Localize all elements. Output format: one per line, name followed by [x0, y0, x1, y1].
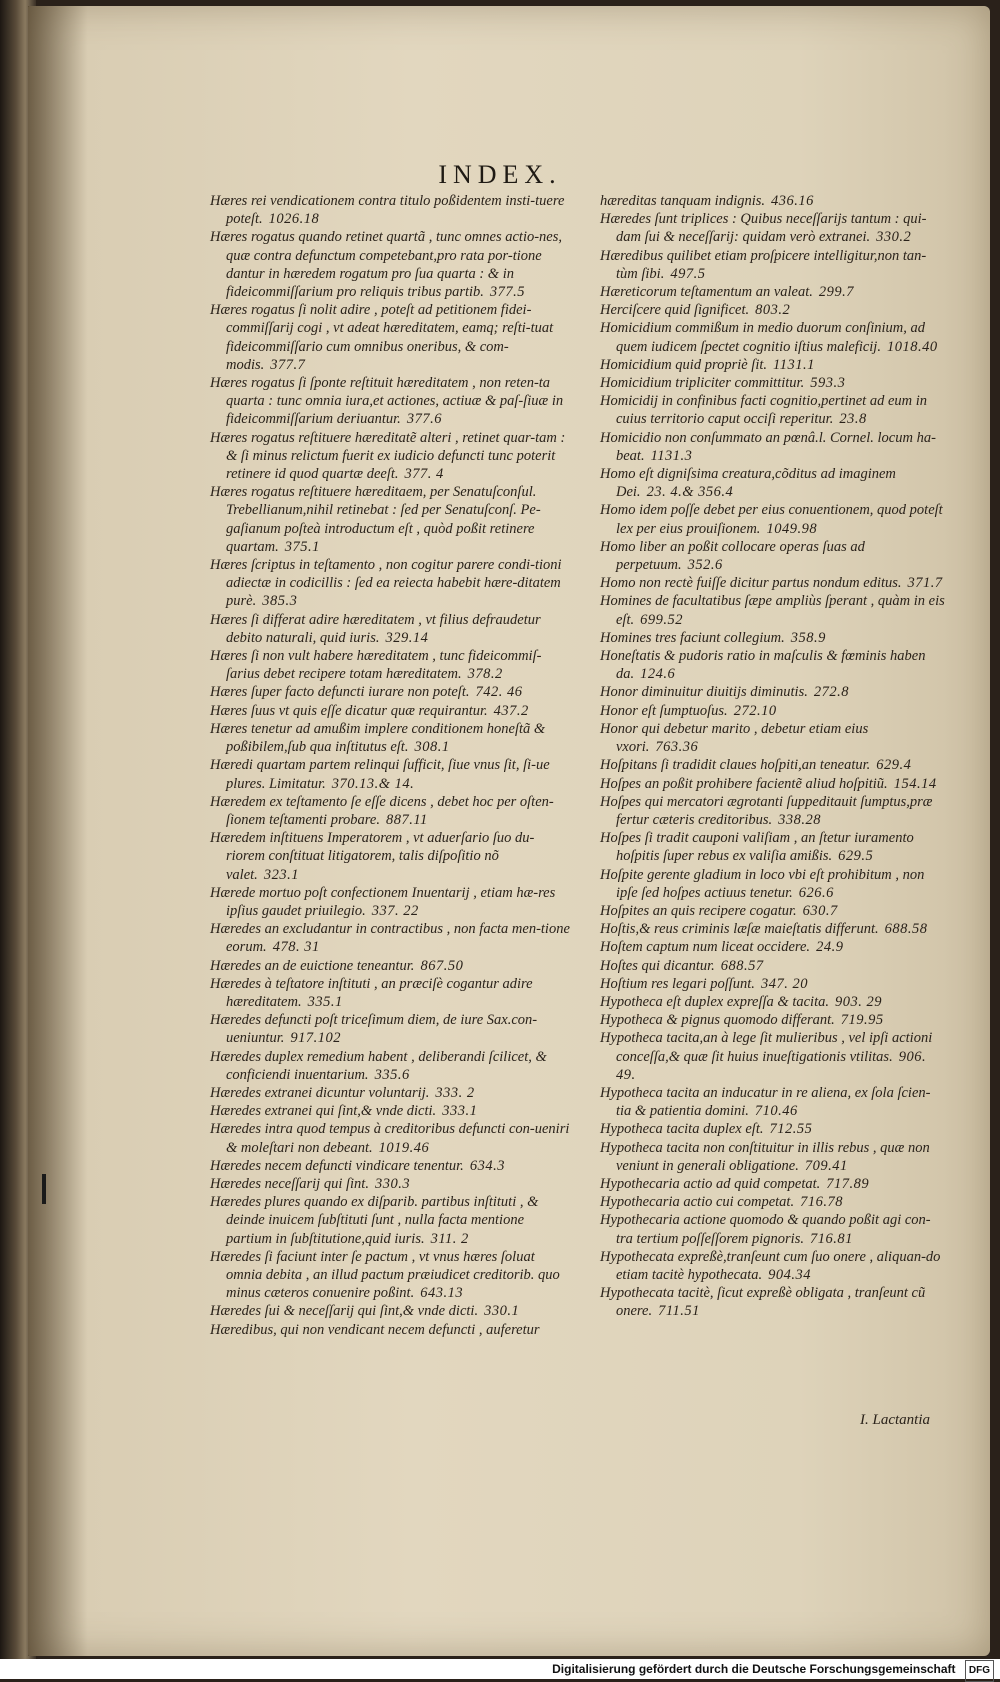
index-entry: [210, 1302, 570, 1320]
index-entry-reference: 385.3: [262, 593, 298, 610]
index-entry-reference: 335.1: [307, 993, 343, 1010]
index-entry-reference: 497.5: [670, 265, 706, 282]
index-entry-reference: 634.3: [469, 1157, 505, 1174]
index-entry-reference: 629.4: [876, 757, 912, 774]
index-entry: [210, 829, 570, 884]
index-entry-text: Hæredes extranei dicuntur voluntarij.: [210, 1084, 430, 1101]
index-entry: [600, 902, 945, 920]
index-entry-text: Honor qui debetur marito , debetur etiam eius vxori.: [600, 720, 869, 756]
index-entry: [210, 793, 570, 829]
catchword: I. Lactantia: [860, 1412, 930, 1428]
index-entry-reference: 1026.18: [268, 211, 320, 228]
index-column-left: [210, 192, 570, 1339]
index-entry: [210, 483, 570, 556]
index-entry: [210, 556, 570, 611]
index-entry-reference: 333.1: [442, 1103, 478, 1120]
index-entry-text: Homo idem poſſe debet per eius conuentionem, quod poteſt lex per eius prouiſionem.: [600, 502, 943, 537]
index-entry-text: Hæredes neceſſarij qui ſint.: [210, 1175, 369, 1192]
index-entry-text: Hæredes an excludantur in contractibus , non facta men-tione eorum.: [210, 921, 570, 956]
index-entry: [210, 702, 570, 720]
index-entry-reference: 1049.98: [766, 520, 818, 537]
index-entry-text: Hæreticorum teſtamentum an valeat.: [600, 284, 813, 301]
index-entry: [210, 647, 570, 683]
bookmark-ribbon: [42, 1174, 46, 1204]
index-entry-text: Hæredi quartam partem relinqui ſufficit, ſiue vnus ſit, ſi-ue plures. Limitatur.: [210, 757, 550, 792]
index-entry-reference: 630.7: [802, 902, 838, 919]
index-entry-reference: 377. 4: [404, 466, 444, 483]
index-entry: [600, 1139, 945, 1175]
index-entry-text: Homo eſt digniſsima creatura,cõditus ad imaginem Dei.: [600, 466, 896, 501]
index-entry-reference: 154.14: [893, 775, 937, 792]
index-entry: [210, 1248, 570, 1303]
index-entry-reference: 124.6: [640, 666, 676, 683]
index-entry-text: Hypothecaria actio ad quid competat.: [600, 1175, 821, 1192]
index-entry: [210, 301, 570, 374]
index-entry: [600, 775, 945, 793]
index-entry: [210, 720, 570, 756]
index-entry: [210, 611, 570, 647]
index-entry: [600, 975, 945, 993]
index-entry-text: Hoſpes qui mercatori ægrotanti ſuppeditauit ſumptus,præ fertur cæteris creditoribus.: [600, 793, 933, 828]
index-entry: [210, 975, 570, 1011]
index-entry-reference: 903. 29: [834, 993, 882, 1010]
index-entry-text: Hæres rogatus reſtituere hæreditaem, per Senatuſconſul. Trebellianum,nihil retinebat : ſed per Senatuſconſ. Pe-gaſianum poſteà introductum eſt , quòd poßit retinere quartam.: [210, 484, 541, 555]
index-entry: [600, 1175, 945, 1193]
index-entry-text: Hæredes ſui & neceſſarij qui ſint,& vnde dicti.: [210, 1303, 479, 1320]
index-entry: [600, 1084, 945, 1120]
index-entry-reference: 333. 2: [435, 1084, 475, 1101]
index-entry-reference: 1018.40: [886, 338, 938, 355]
index-entry-reference: 763.36: [655, 739, 699, 756]
index-entry: [600, 647, 945, 683]
index-entry-reference: 377.5: [489, 284, 526, 301]
index-entry-text: Hæres ſuper facto defuncti iurare non poteſt.: [210, 684, 470, 701]
index-entry-text: Hæredes à teſtatore inſtituti , an præciſè cogantur adire hæreditatem.: [210, 975, 533, 1010]
index-entry-reference: 272.10: [733, 702, 777, 719]
index-entry: [600, 866, 945, 902]
index-entry-reference: 629.5: [838, 848, 874, 865]
index-entry: [210, 228, 570, 301]
index-entry: [600, 592, 945, 628]
index-entry: [600, 301, 945, 319]
index-entry-text: Hæredibus, qui non vendicant necem defuncti , auferetur: [210, 1321, 540, 1338]
index-entry-text: Hæres rogatus ſi ſponte reſtituit hæreditatem , non reten-ta quarta : tunc omnia iura,et actiones, actiuæ & paſ-ſiuæ in fideicommiſſarium deriuantur.: [210, 375, 564, 428]
index-entry: [210, 756, 570, 792]
index-entry-text: Hoſpes ſi tradit cauponi valiſiam , an ſtetur iuramento hoſpitis ſuper rebus ex valiſia amißis.: [600, 830, 914, 865]
index-entry-reference: 712.55: [769, 1121, 813, 1138]
index-entry-reference: 352.6: [687, 557, 723, 574]
index-entry-reference: 887.11: [385, 811, 428, 828]
index-entry: [600, 829, 945, 865]
index-entry: [600, 429, 945, 465]
index-entry-text: Honeſtatis & pudoris ratio in maſculis & fœminis haben da.: [600, 648, 926, 683]
index-entry-reference: 299.7: [818, 284, 855, 301]
index-entry-text: Hæredes ſunt triplices : Quibus neceſſarijs tantum : qui-dam ſui & neceſſarij: quidam verò extranei.: [600, 211, 927, 246]
index-entry: [600, 574, 945, 592]
index-entry-text: Hæredes duplex remedium habent , deliberandi ſcilicet, & conficiendi inuentarium.: [210, 1048, 547, 1083]
index-entry-reference: 329.14: [385, 629, 429, 646]
index-entry-text: Hoſtium res legari poſſunt.: [600, 975, 755, 992]
index-entry-text: Hypotheca tacita an inducatur in re aliena, ex ſola ſcien-tia & patientia domini.: [600, 1084, 931, 1120]
index-entry-reference: 688.57: [720, 957, 764, 974]
index-column-right: [600, 192, 945, 1321]
dfg-logo: DFG: [965, 1660, 994, 1682]
index-entry: [210, 1011, 570, 1047]
index-entry-text: Hoſtis,& reus criminis læſæ maieſtatis differunt.: [600, 921, 879, 938]
index-entry: [600, 1120, 945, 1138]
index-entry-reference: 358.9: [790, 629, 826, 646]
index-entry-reference: 323.1: [263, 866, 299, 883]
index-entry: [600, 1211, 945, 1247]
index-entry-text: Hæredem ex teſtamento ſe eſſe dicens , debet hoc per oſten-ſionem teſtamenti probare.: [210, 793, 554, 828]
index-entry-text: Hypotheca tacita,an à lege ſit mulieribus , vel ipſi actioni conceſſa,& quæ ſit huius inueſtigationis vtilitas.: [600, 1030, 933, 1065]
index-entry: [600, 319, 945, 355]
index-entry: [600, 538, 945, 574]
index-entry-reference: 371.7: [907, 575, 943, 592]
index-entry-text: Hoſpitans ſi tradidit claues hoſpiti,an teneatur.: [600, 757, 871, 774]
gutter-shadow: [28, 6, 88, 1656]
index-entry-text: Hoſpites an quis recipere cogatur.: [600, 902, 797, 919]
index-entry: [600, 720, 945, 756]
index-entry-text: Hæredes intra quod tempus à creditoribus defuncti con-ueniri & moleſtari non debeant.: [210, 1121, 570, 1156]
index-entry: [600, 192, 945, 210]
index-entry-reference: 593.3: [810, 375, 846, 392]
index-entry-reference: 867.50: [420, 957, 464, 974]
index-entry-reference: 378.2: [467, 666, 503, 683]
index-entry-reference: 710.46: [754, 1103, 798, 1120]
index-entry-text: Hypothecata expreßè,tranſeunt cum ſuo onere , aliquan-do etiam tacitè hypothecata.: [600, 1248, 941, 1283]
index-entry-reference: 1131.1: [773, 356, 815, 373]
index-entry: [600, 210, 945, 246]
index-entry: [600, 247, 945, 283]
index-entry-text: Hæredes defuncti poſt triceſimum diem, de iure Sax.con-ueniuntur.: [210, 1012, 538, 1047]
index-entry-text: Honor eſt ſumptuoſus.: [600, 702, 728, 719]
index-entry-text: Hæres rei vendicationem contra titulo poßidentem insti-tuere poteſt.: [210, 193, 565, 228]
index-entry: [600, 793, 945, 829]
index-entry: [210, 920, 570, 956]
index-entry-text: Hoſtem captum num liceat occidere.: [600, 939, 811, 956]
index-entry-reference: 370.13.& 14.: [331, 775, 415, 792]
index-entry-text: Hypotheca tacita duplex eſt.: [600, 1121, 764, 1138]
index-entry-text: Homicidium quid propriè ſit.: [600, 356, 768, 373]
index-entry-reference: 337. 22: [371, 902, 419, 919]
index-entry: [600, 702, 945, 720]
index-entry-reference: 24.9: [816, 939, 844, 956]
index-entry: [600, 1029, 945, 1084]
index-entry-text: Hæredem inſtituens Imperatorem , vt aduerſario ſuo du-riorem conſtituat litigatorem, talis diſpoſitio nõ valet.: [210, 830, 535, 883]
index-entry-text: Homicidio non conſummato an pœnâ.l. Cornel. locum ha-beat.: [600, 429, 936, 464]
index-entry-text: Hypothecaria actio cui competat.: [600, 1194, 795, 1211]
index-entry-reference: 23. 4.& 356.4: [646, 484, 734, 501]
index-entry-text: Hæredes plures quando ex diſparib. partibus inſtituti , & deinde inuicem ſubſtituti ſunt , nulla facta mentione partium in ſubſtitutione,quid iuris.: [210, 1194, 539, 1247]
index-entry: [210, 1084, 570, 1102]
index-entry-reference: 906. 49.: [616, 1048, 927, 1083]
index-entry: [600, 756, 945, 774]
index-entry-reference: 375.1: [284, 538, 320, 555]
index-entry-reference: 330.3: [374, 1175, 411, 1192]
index-entry: [210, 1157, 570, 1175]
index-entry: [600, 1011, 945, 1029]
index-entry-text: Hæredes extranei qui ſint,& vnde dicti.: [210, 1103, 437, 1120]
index-entry-text: hæreditas tanquam indignis.: [600, 193, 766, 209]
index-entry: [600, 465, 945, 501]
index-entry: [600, 629, 945, 647]
index-entry: [210, 374, 570, 429]
index-entry-text: Homo liber an poßit collocare operas ſuas ad perpetuum.: [600, 538, 865, 574]
index-entry: [210, 1321, 570, 1339]
index-entry-reference: 688.58: [884, 921, 928, 938]
index-entry: [210, 1175, 570, 1193]
index-entry-reference: 436.16: [771, 193, 814, 209]
index-entry-reference: 272.8: [813, 684, 849, 701]
index-entry-reference: 716.78: [800, 1194, 843, 1211]
index-entry-text: Hypothecata tacitè, ſicut expreßè obligata , tranſeunt cũ onere.: [600, 1285, 926, 1320]
index-entry-text: Hæres tenetur ad amußim implere conditionem honeſtã & poßibilem,ſub qua inſtitutus eſt.: [210, 720, 546, 756]
index-entry-text: Hoſpes an poßit prohibere facientẽ aliud hoſpitiũ.: [600, 775, 888, 792]
index-entry: [600, 392, 945, 428]
index-entry-text: Hæres ſi non vult habere hæreditatem , tunc fideicommiſ-ſarius debet recipere totam hæreditatem.: [210, 648, 542, 683]
index-entry: [600, 920, 945, 938]
index-entry-reference: 308.1: [414, 739, 450, 756]
index-entry-text: Hæres ſuus vt quis eſſe dicatur quæ requirantur.: [210, 702, 488, 719]
index-entry-reference: 377.6: [406, 411, 442, 428]
index-entry: [600, 356, 945, 374]
index-entry-reference: 338.28: [778, 811, 822, 828]
index-entry-text: Hæres ſcriptus in teſtamento , non cogitur parere condi-tioni adiectæ in codicillis : ſed ea reiecta habebit hære-ditatem purè.: [210, 557, 562, 610]
index-entry-text: Hypotheca tacita non conſtituitur in illis rebus , quæ non veniunt in generali obligatione.: [600, 1139, 930, 1174]
index-entry: [600, 993, 945, 1011]
index-entry-reference: 716.81: [809, 1230, 853, 1247]
index-entry-text: Hæredes ſi faciunt inter ſe pactum , vt vnus hæres ſoluat omnia debita , an illud pactum præiudicet creditorib. quo minus cæteros conuenire poßint.: [210, 1248, 560, 1302]
index-entry-text: Homines tres faciunt collegium.: [600, 629, 785, 646]
index-entry: [210, 884, 570, 920]
index-entry-reference: 347. 20: [760, 975, 808, 992]
footer-text: Digitalisierung gefördert durch die Deutsche Forschungsgemeinschaft: [552, 1662, 956, 1676]
index-entry-reference: 330.1: [484, 1303, 520, 1320]
index-entry-reference: 803.2: [755, 302, 791, 319]
index-entry: [600, 938, 945, 956]
index-entry-reference: 904.34: [768, 1266, 812, 1283]
index-entry-text: Hypotheca & pignus quomodo differant.: [600, 1012, 835, 1029]
page-header: INDEX.: [438, 160, 562, 189]
index-entry-text: Hæres ſi differat adire hæreditatem , vt filius defraudetur debito naturali, quid iuris.: [210, 611, 541, 646]
index-entry-text: Hypothecaria actione quomodo & quando poßit agi con-tra tertium poſſeſſorem pignoris.: [600, 1212, 931, 1247]
index-entry: [600, 283, 945, 301]
index-entry-text: Hæredes necem defuncti vindicare tenentur.: [210, 1157, 464, 1174]
index-entry-text: Honor diminuitur diuitijs diminutis.: [600, 684, 808, 701]
index-entry: [600, 501, 945, 537]
index-entry-reference: 626.6: [798, 884, 834, 901]
index-entry: [210, 1120, 570, 1156]
index-entry: [210, 1048, 570, 1084]
index-entry-text: Hærede mortuo poſt confectionem Inuentarij , etiam hæ-res ipſius gaudet priuilegio.: [210, 884, 556, 919]
index-entry-reference: 643.13: [420, 1285, 464, 1302]
index-entry: [210, 1102, 570, 1120]
index-entry-reference: 377.7: [270, 356, 306, 373]
index-entry-reference: 711.51: [658, 1303, 700, 1320]
index-entry: [210, 957, 570, 975]
index-entry-text: Hæres rogatus reſtituere hæreditatẽ alteri , retinet quar-tam : & ſi minus relictum fuerit ex iudicio defuncti tunc poterit retinere id quod quartæ deeſt.: [210, 429, 566, 483]
index-entry: [210, 192, 570, 228]
index-entry-reference: 742. 46: [475, 684, 523, 701]
index-entry: [600, 1193, 945, 1211]
index-entry-text: Hypotheca eſt duplex expreſſa & tacita.: [600, 993, 829, 1010]
index-entry-text: Homines de facultatibus ſæpe ampliùs ſperant , quàm in eis eſt.: [600, 593, 945, 628]
index-entry-reference: 717.89: [826, 1175, 870, 1192]
index-entry-reference: 478. 31: [272, 939, 320, 956]
index-entry-text: Hæres rogatus ſi nolit adire , poteſt ad petitionem fidei-commiſſarij cogi , vt adeat hæreditatem, eamq; reſti-tuat fideicommiſſario cum omnibus oneribus, & com-modis.: [210, 302, 554, 373]
index-entry-text: Hoſpite gerente gladium in loco vbi eſt prohibitum , non ipſe ſed hoſpes actiuus tenetur.: [600, 866, 925, 901]
index-entry-reference: 719.95: [840, 1012, 884, 1029]
index-entry-text: Hæres rogatus quando retinet quartã , tunc omnes actio-nes, quæ contra defunctum competebant,pro rata por-tione dantur in hæredem rogatum pro ſua quarta : & in fideicommiſſarium pro reliquis tribus partib.: [210, 229, 563, 301]
index-entry-text: Homicidij in confinibus facti cognitio,pertinet ad eum in cuius territorio caput occiſi reperitur.: [600, 393, 928, 428]
index-entry: [600, 1248, 945, 1284]
index-entry-reference: 699.52: [640, 611, 683, 628]
index-entry: [210, 1193, 570, 1248]
index-entry: [210, 429, 570, 484]
index-entry-reference: 1131.3: [650, 447, 693, 464]
index-entry: [600, 683, 945, 701]
index-entry-reference: 709.41: [804, 1157, 848, 1174]
index-entry-reference: 311. 2: [430, 1230, 469, 1247]
index-entry-text: Herciſcere quid ſignificet.: [600, 302, 750, 319]
index-entry-text: Hæredibus quilibet etiam proſpicere intelligitur,non tan-tùm ſibi.: [600, 247, 927, 282]
index-entry-reference: 23.8: [839, 411, 867, 428]
index-entry-reference: 917.102: [290, 1030, 342, 1047]
digitization-footer: [0, 1659, 1000, 1679]
index-entry-reference: 1019.46: [378, 1139, 430, 1156]
index-entry: [600, 1284, 945, 1320]
index-entry: [210, 683, 570, 701]
index-entry: [600, 957, 945, 975]
index-entry-reference: 335.6: [374, 1066, 410, 1083]
index-entry-text: Homo non rectè fuiſſe dicitur partus nondum editus.: [600, 575, 902, 592]
index-entry-reference: 437.2: [493, 702, 529, 719]
index-entry-text: Hoſtes qui dicantur.: [600, 957, 715, 974]
index-entry: [600, 374, 945, 392]
index-entry-text: Homicidium tripliciter committitur.: [600, 375, 805, 392]
index-entry-text: Homicidium commißum in medio duorum conſinium, ad quem iudicem ſpectet cognitio iſtius maleficij.: [600, 320, 926, 355]
index-entry-reference: 330.2: [876, 229, 912, 246]
index-entry-text: Hæredes an de euictione teneantur.: [210, 957, 415, 974]
